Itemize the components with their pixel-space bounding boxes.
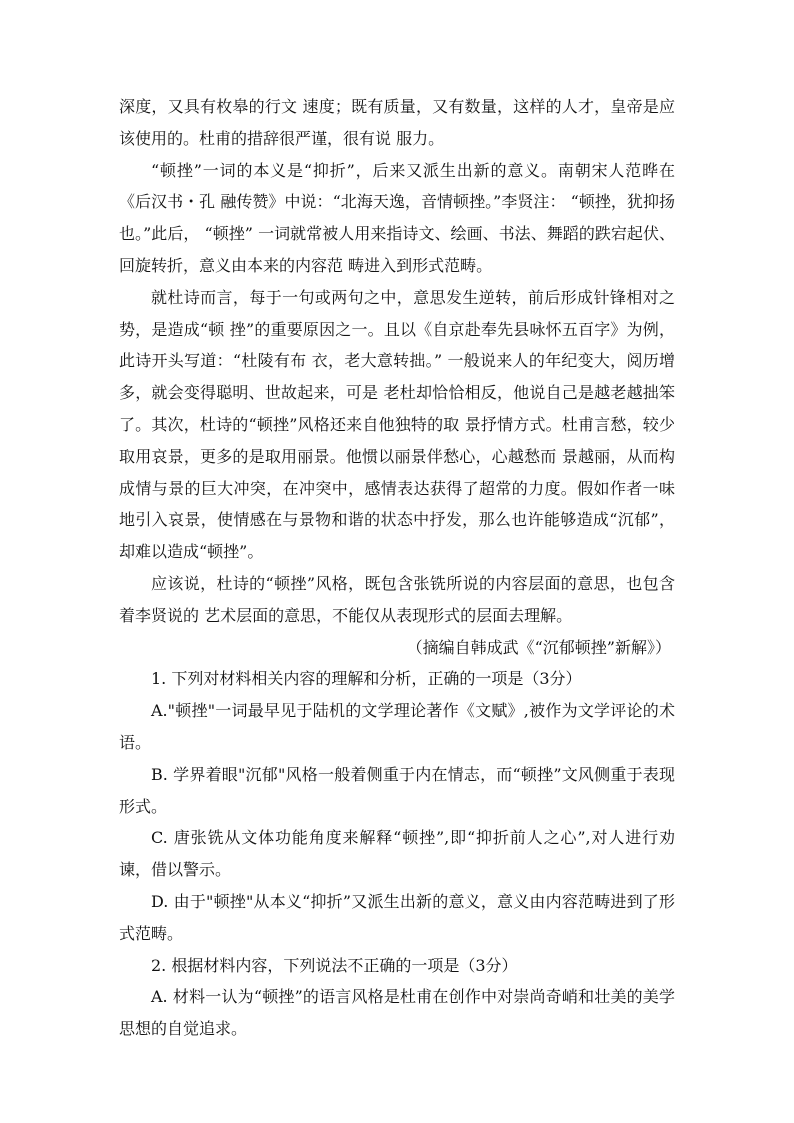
question-1-stem: 1. 下列对材料相关内容的理解和分析，正确的一项是（3分）: [151, 669, 582, 689]
paragraph-2: “顿挫”一词的本义是“抑折”，后来又派生出新的意义。南朝宋人范晔在《后汉书・孔 融传赞》中说：“北海天逸，音情顿挫。”李贤注： “顿挫，犹抑扬也。”此后， “顿挫” 一词就常被人用来指诗文、绘画、书法、舞蹈的跌宕起伏、回旋转折，意义由本来的内容范 畴进入到形式范畴。: [119, 160, 675, 275]
paragraph-1: 深度，又具有枚皋的行文 速度；既有质量，又有数量，这样的人才，皇帝是应该使用的。杜甫的措辞很严谨，很有说 服力。: [119, 97, 675, 148]
question-1-option-c: C. 唐张铣从文体功能角度来解释“顿挫”,即“抑折前人之心”,对人进行劝谏，借以警示。: [119, 828, 675, 880]
source-citation: （摘编自韩成武《“沉郁顿挫”新解》）: [406, 637, 671, 657]
question-2-option-a: A. 材料一认为“顿挫”的语言风格是杜甫在创作中对崇尚奇峭和壮美的美学思想的自觉追求。: [119, 987, 675, 1039]
document-page: [119, 91, 675, 1045]
question-1-option-a: A."顿挫"一词最早见于陆机的文学理论著作《文赋》,被作为文学评论的术语。: [119, 701, 675, 752]
question-1-option-d: D. 由于"顿挫"从本义“抑折”又派生出新的意义，意义由内容范畴进到了形式范畴。: [119, 891, 675, 943]
question-1-option-b: B. 学界着眼"沉郁"风格一般着侧重于内在情志，而“顿挫”文风侧重于表现形式。: [119, 764, 675, 816]
question-2-stem: 2. 根据材料内容，下列说法不正确的一项是（3分）: [151, 955, 518, 975]
paragraph-3: 就杜诗而言，每于一句或两句之中，意思发生逆转，前后形成针锋相对之势，是造成“顿 挫”的重要原因之一。且以《自京赴奉先县咏怀五百字》为例，此诗开头写道：“杜陵有布 衣，老大意转拙。” 一般说来人的年纪变大，阅历增多，就会变得聪明、世故起来，可是 老杜却恰恰相反，他说自己是越老越拙笨了。其次，杜诗的“顿挫”风格还来自他独特的取 景抒情方式。杜甫言愁，较少取用哀景，更多的是取用丽景。他惯以丽景伴愁心，心越愁而 景越丽，从而构成情与景的巨大冲突，在冲突中，感情表达获得了超常的力度。假如作者一味地引入哀景，使情感在与景物和谐的状态中抒发，那么也许能够造成“沉郁”，却难以造成“顿挫”。: [119, 287, 675, 562]
paragraph-4: 应该说，杜诗的“顿挫”风格，既包含张铣所说的内容层面的意思，也包含着李贤说的 艺术层面的意思，不能仅从表现形式的层面去理解。: [119, 573, 675, 625]
